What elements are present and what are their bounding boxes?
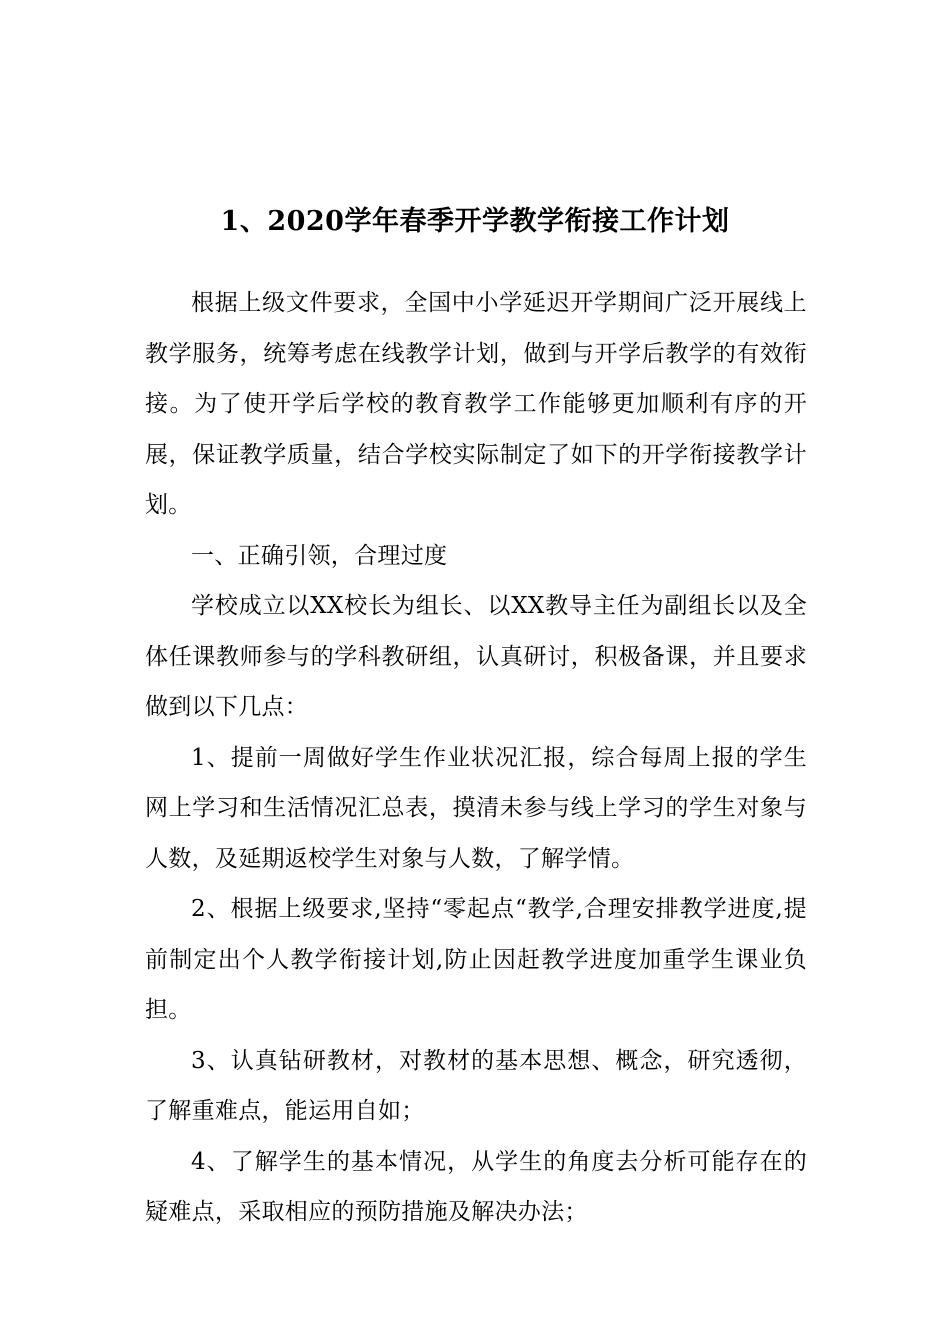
paragraph-team: 学校成立以XX校长为组长、以XX教导主任为副组长以及全体任课教师参与的学科教研组，认真研讨，积极备课，并且要求做到以下几点：	[145, 593, 807, 720]
list-item-3: 3、认真钻研教材，对教材的基本思想、概念，研究透彻，了解重难点，能运用自如；	[145, 1047, 807, 1124]
list-item-2: 2、根据上级要求,坚持“零起点“教学,合理安排教学进度,提前制定出个人教学衔接计划,防止因赶教学进度加重学生课业负担。	[145, 896, 807, 1023]
list-item-4: 4、了解学生的基本情况，从学生的角度去分析可能存在的疑难点，采取相应的预防措施及解决办法；	[145, 1148, 807, 1225]
paragraph-intro: 根据上级文件要求，全国中小学延迟开学期间广泛开展线上教学服务，统筹考虑在线教学计划，做到与开学后教学的有效衔接。为了使开学后学校的教育教学工作能够更加顺利有序的开展，保证教学质量，结合学校实际制定了如下的开学衔接教学计划。	[145, 290, 807, 518]
list-item-1: 1、提前一周做好学生作业状况汇报，综合每周上报的学生网上学习和生活情况汇总表，摸清未参与线上学习的学生对象与人数，及延期返校学生对象与人数，了解学情。	[145, 744, 807, 872]
document-body	[145, 278, 807, 1238]
document-title: 1、2020学年春季开学教学衔接工作计划	[220, 206, 730, 237]
section-heading-1: 一、正确引领，合理过度	[191, 542, 448, 569]
